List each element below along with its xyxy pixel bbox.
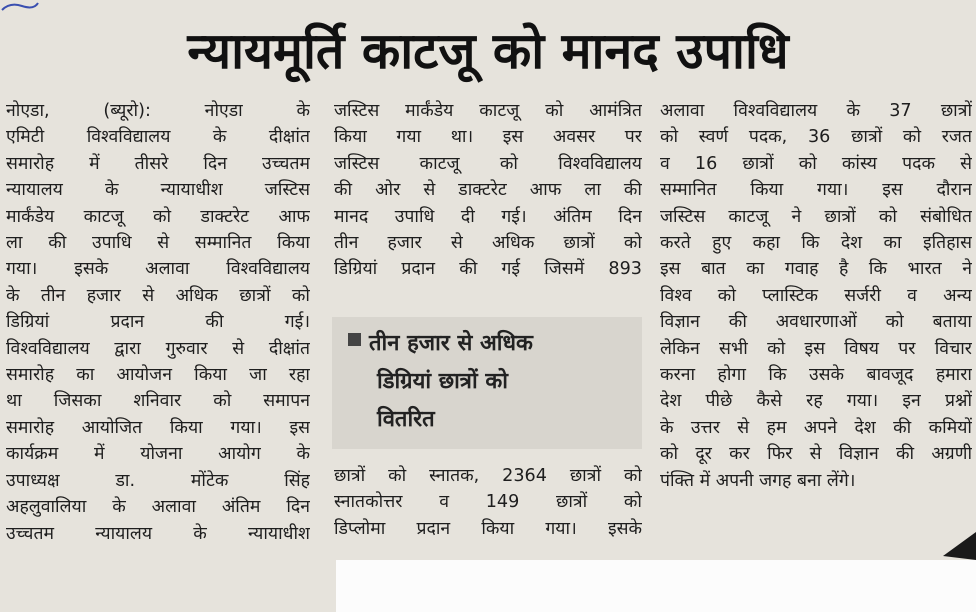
pull-quote-line-3: वितरित: [377, 407, 435, 432]
text-line: विश्व को प्लास्टिक सर्जरी व अन्य: [660, 285, 972, 306]
text-line: स्नातकोत्तर व 149 छात्रों को: [334, 492, 642, 513]
text-line: उच्चतम न्यायालय के न्यायाधीश: [6, 523, 310, 544]
text-line: समारोह आयोजित किया गया। इस: [6, 417, 310, 438]
text-line: के उत्तर से हम अपने देश की कमियों: [660, 417, 972, 438]
text-line: जस्टिस काटजू ने छात्रों को संबोधित: [660, 206, 972, 227]
text-line: देश पीछे कैसे रह गया। इन प्रश्नों: [660, 391, 972, 412]
text-line: नोएडा, (ब्यूरो): नोएडा के: [6, 101, 310, 121]
text-line: जस्टिस मार्कंडेय काटजू को आमंत्रित: [334, 101, 642, 121]
square-bullet-icon: [348, 333, 361, 346]
text-line: विश्वविद्यालय द्वारा गुरुवार से दीक्षांत: [6, 338, 310, 359]
text-line: डिप्लोमा प्रदान किया गया। इसके: [334, 518, 642, 539]
text-line: करना होगा कि उसके बावजूद हमारा: [660, 365, 972, 386]
text-line: समारोह में तीसरे दिन उच्चतम: [6, 153, 310, 174]
article-column-1: [6, 98, 310, 547]
text-line: मानद उपाधि दी गई। अंतिम दिन: [334, 206, 642, 227]
text-line: करते हुए कहा कि देश का इतिहास: [660, 233, 972, 254]
text-line: को स्वर्ण पदक, 36 छात्रों को रजत: [660, 127, 972, 148]
text-line: को दूर कर फिर से विज्ञान की अग्रणी: [660, 444, 972, 465]
text-line: छात्रों को स्नातक, 2364 छात्रों को: [334, 466, 642, 486]
pull-quote-line-1: तीन हजार से अधिक: [348, 325, 632, 363]
text-line: था जिसका शनिवार को समापन: [6, 391, 310, 412]
text-line: जस्टिस काटजू को विश्वविद्यालय: [334, 153, 642, 174]
text-line: एमिटी विश्वविद्यालय के दीक्षांत: [6, 127, 310, 148]
text-line: ला की उपाधि से सम्मानित किया: [6, 233, 310, 254]
text-line: विज्ञान की अवधारणाओं को बताया: [660, 312, 972, 333]
text-line: डिग्रियां प्रदान की गई।: [6, 312, 310, 333]
article-column-3: [660, 98, 972, 494]
text-line: मार्कंडेय काटजू को डाक्टरेट आफ: [6, 206, 310, 227]
text-line: सम्मानित किया गया। इस दौरान: [660, 180, 972, 201]
text-line: उपाध्यक्ष डा. मोंटेक सिंह: [6, 470, 310, 491]
text-line: व 16 छात्रों को कांस्य पदक से: [660, 153, 972, 174]
text-line: की ओर से डाक्टरेट आफ ला की: [334, 180, 642, 201]
text-line: पंक्ति में अपनी जगह बना लेंगे।: [660, 470, 856, 491]
text-line: समारोह का आयोजन किया जा रहा: [6, 365, 310, 386]
text-line: डिग्रियां प्रदान की गई जिसमें 893: [334, 259, 642, 280]
article-column-2-top: [334, 98, 642, 283]
text-line: गया। इसके अलावा विश्वविद्यालय: [6, 259, 310, 280]
text-line: लेकिन सभी को इस विषय पर विचार: [660, 338, 972, 359]
pull-quote-line-2: डिग्रियां छात्रों को: [377, 369, 508, 394]
text-line: न्यायालय के न्यायाधीश जस्टिस: [6, 180, 310, 201]
blank-paper-area: [336, 560, 976, 612]
headline: न्यायमूर्ति काटजू को मानद उपाधि: [187, 22, 789, 80]
article-column-2-bottom: [334, 463, 642, 542]
text-line: के तीन हजार से अधिक छात्रों को: [6, 285, 310, 306]
text-line: अलावा विश्वविद्यालय के 37 छात्रों: [660, 101, 972, 121]
text-line: इस बात का गवाह है कि भारत ने: [660, 259, 972, 280]
corner-ink-mark: [935, 530, 976, 560]
text-line: किया गया था। इस अवसर पर: [334, 127, 642, 148]
text-line: कार्यक्रम में योजना आयोग के: [6, 444, 310, 465]
text-line: तीन हजार से अधिक छात्रों को: [334, 233, 642, 254]
text-line: अहलुवालिया के अलावा अंतिम दिन: [6, 497, 310, 518]
pull-quote-box: [332, 317, 642, 449]
